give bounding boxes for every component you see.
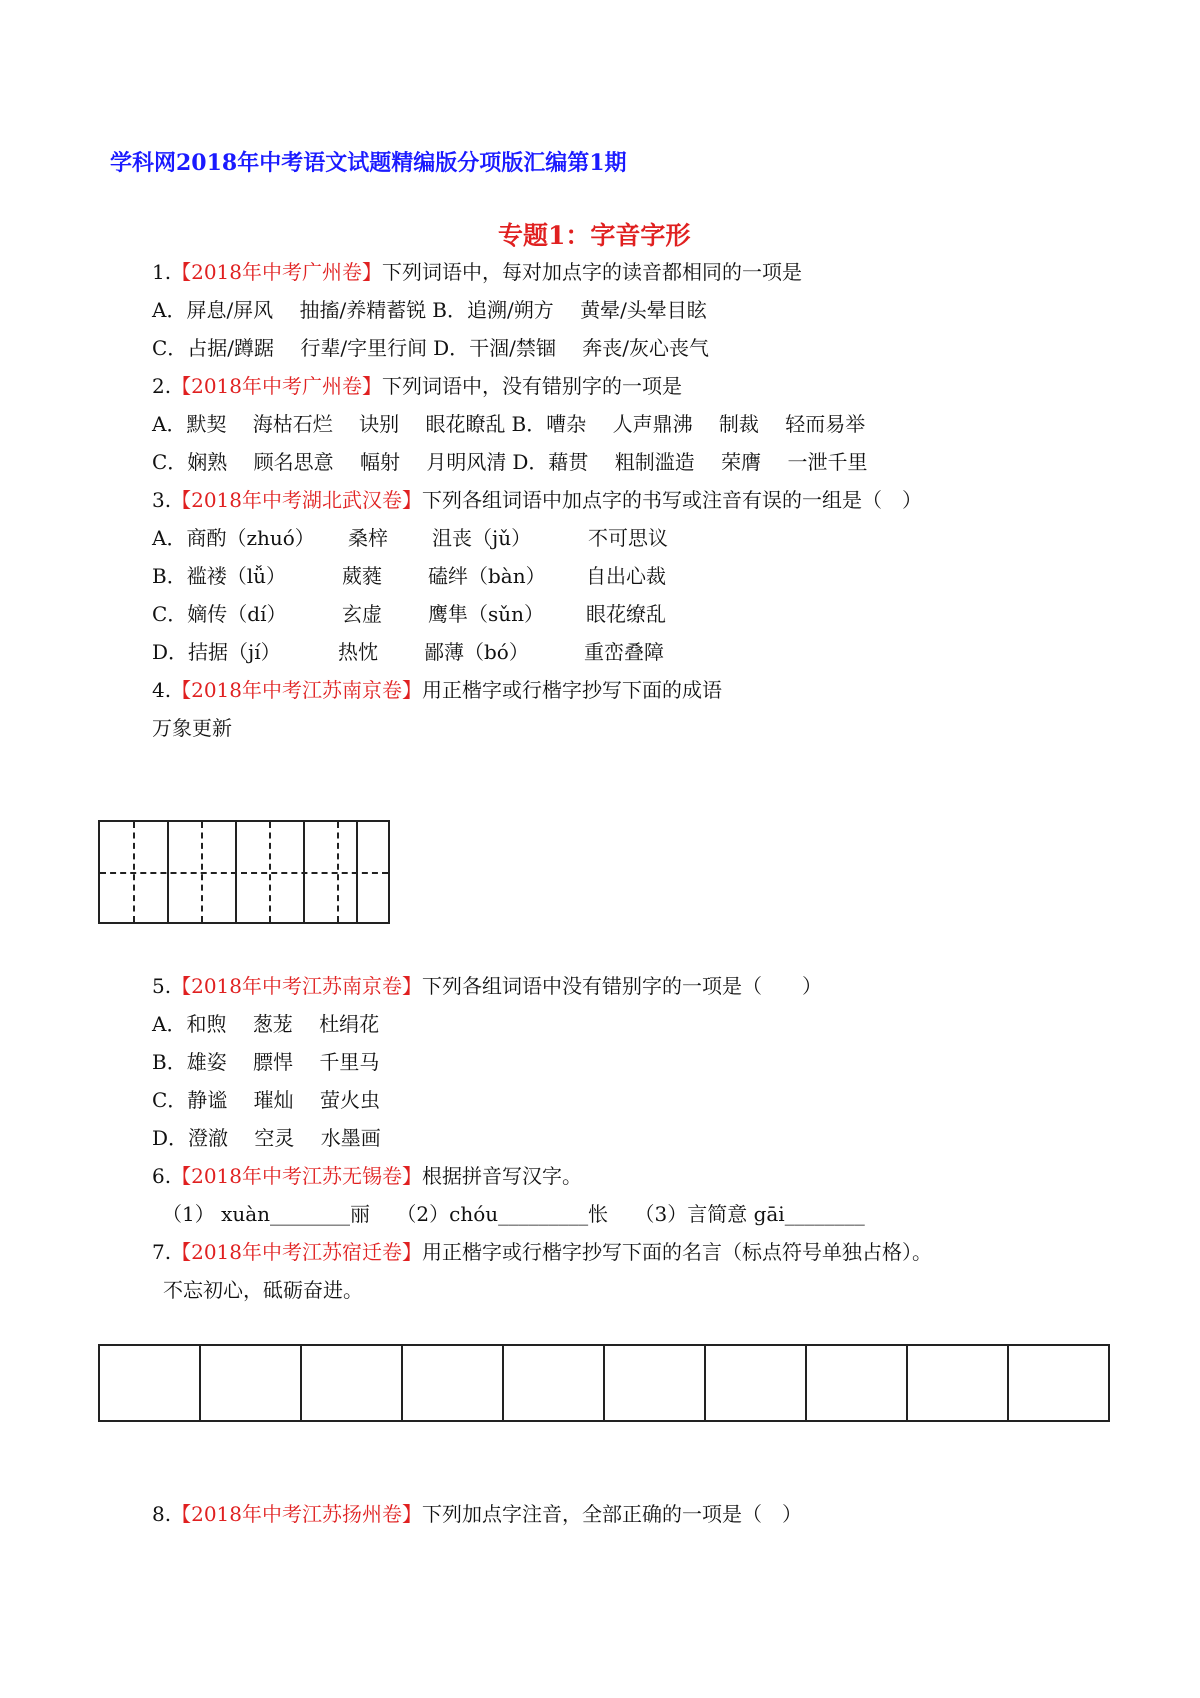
q3-option-b-word3: 磕绊（bàn） — [428, 564, 546, 588]
q2-text: 下列词语中，没有错别字的一项是 — [382, 374, 682, 398]
q1-option-d: D．干涸/禁锢 奔丧/灰心丧气 — [433, 336, 710, 360]
q3-option-d-word2: 热忱 — [338, 640, 378, 664]
q1-option-b: B．追溯/朔方 黄晕/头晕目眩 — [432, 298, 707, 322]
q7-number: 7. — [152, 1240, 172, 1264]
q4-stem — [152, 676, 722, 704]
q2-option-a: A．默契 海枯石烂 诀别 眼花瞭乱 — [152, 412, 506, 436]
q2-options-cd — [152, 448, 867, 476]
q7-text: 用正楷字或行楷字抄写下面的名言（标点符号单独占格）。 — [422, 1240, 932, 1264]
q1-number: 1. — [152, 260, 172, 284]
q2-source: 【2018年中考广州卷】 — [171, 374, 382, 398]
q5-option-a: A．和煦 葱茏 杜绢花 — [152, 1012, 380, 1036]
q3-text: 下列各组词语中加点字的书写或注音有误的一组是（ ） — [422, 488, 922, 512]
q5-text: 下列各组词语中没有错别字的一项是（ ） — [422, 974, 822, 998]
q2-option-c: C．娴熟 顾名思意 幅射 月明风清 — [152, 450, 507, 474]
q3-option-c-word2: 玄虚 — [342, 602, 382, 626]
q5-source: 【2018年中考江苏南京卷】 — [171, 974, 422, 998]
q7-phrase: 不忘初心，砥砺奋进。 — [163, 1278, 363, 1302]
q3-number: 3. — [152, 488, 172, 512]
topic-title: 专题1：字音字形 — [498, 221, 691, 250]
q8-source: 【2018年中考江苏扬州卷】 — [171, 1502, 422, 1526]
q4-number: 4. — [152, 678, 172, 702]
q5-option-d: D．澄澈 空灵 水墨画 — [152, 1126, 381, 1150]
q6-text: 根据拼音写汉字。 — [422, 1164, 582, 1188]
q3-option-c-word4: 眼花缭乱 — [586, 602, 666, 626]
q1-options-cd — [152, 334, 709, 362]
q2-stem — [152, 372, 682, 400]
q4-writing-grid[interactable] — [98, 820, 390, 924]
q3-option-a-word3: 沮丧（jǔ） — [432, 526, 532, 550]
q1-source: 【2018年中考广州卷】 — [171, 260, 382, 284]
q1-option-a: A．屏息/屏风 抽搐/养精蓄锐 — [152, 298, 427, 322]
q6-stem — [152, 1162, 582, 1190]
q6-fill-blanks[interactable]: （1） xuàn________丽 （2）chóu_________怅 （3）言简意 gāi________ — [162, 1202, 865, 1226]
q3-option-d: D．拮据（jí） — [152, 640, 281, 664]
q5-option-c: C．静谧 璀灿 萤火虫 — [152, 1088, 381, 1112]
q7-writing-grid[interactable] — [98, 1344, 1110, 1422]
q3-option-d-word4: 重峦叠障 — [584, 640, 664, 664]
q5-stem — [152, 972, 822, 1000]
q3-option-b-word2: 葳蕤 — [342, 564, 382, 588]
q1-option-c: C．占据/蹲踞 行辈/字里行间 — [152, 336, 428, 360]
q4-phrase: 万象更新 — [152, 716, 232, 740]
q3-stem — [152, 486, 922, 514]
q5-number: 5. — [152, 974, 172, 998]
q3-option-a: A．商酌（zhuó） — [152, 526, 315, 550]
document-header: 学科网2018年中考语文试题精编版分项版汇编第1期 — [110, 150, 627, 176]
q8-number: 8. — [152, 1502, 172, 1526]
q3-option-d-word3: 鄙薄（bó） — [424, 640, 529, 664]
q7-stem — [152, 1238, 932, 1266]
q3-option-b-word4: 自出心裁 — [586, 564, 666, 588]
q3-option-a-word4: 不可思议 — [588, 526, 668, 550]
q2-options-ab — [152, 410, 865, 438]
q3-option-a-word2: 桑梓 — [348, 526, 388, 550]
q7-source: 【2018年中考江苏宿迁卷】 — [171, 1240, 422, 1264]
q8-stem — [152, 1500, 802, 1528]
q3-option-c-word3: 鹰隼（sǔn） — [428, 602, 545, 626]
q2-option-b: B．嘈杂 人声鼎沸 制裁 轻而易举 — [511, 412, 866, 436]
q3-option-b: B．褴褛（lǚ） — [152, 564, 286, 588]
q3-source: 【2018年中考湖北武汉卷】 — [171, 488, 422, 512]
q1-text: 下列词语中，每对加点字的读音都相同的一项是 — [382, 260, 802, 284]
q3-option-c: C．嫡传（dí） — [152, 602, 287, 626]
q4-source: 【2018年中考江苏南京卷】 — [171, 678, 422, 702]
q1-options-ab — [152, 296, 707, 324]
q1-stem — [152, 258, 802, 286]
q2-option-d: D．藉贯 粗制滥造 荣膺 一泄千里 — [512, 450, 868, 474]
q6-number: 6. — [152, 1164, 172, 1188]
q4-text: 用正楷字或行楷字抄写下面的成语 — [422, 678, 722, 702]
q8-text: 下列加点字注音，全部正确的一项是（ ） — [422, 1502, 802, 1526]
q5-option-b: B．雄姿 膘悍 千里马 — [152, 1050, 380, 1074]
q6-source: 【2018年中考江苏无锡卷】 — [171, 1164, 422, 1188]
q2-number: 2. — [152, 374, 172, 398]
